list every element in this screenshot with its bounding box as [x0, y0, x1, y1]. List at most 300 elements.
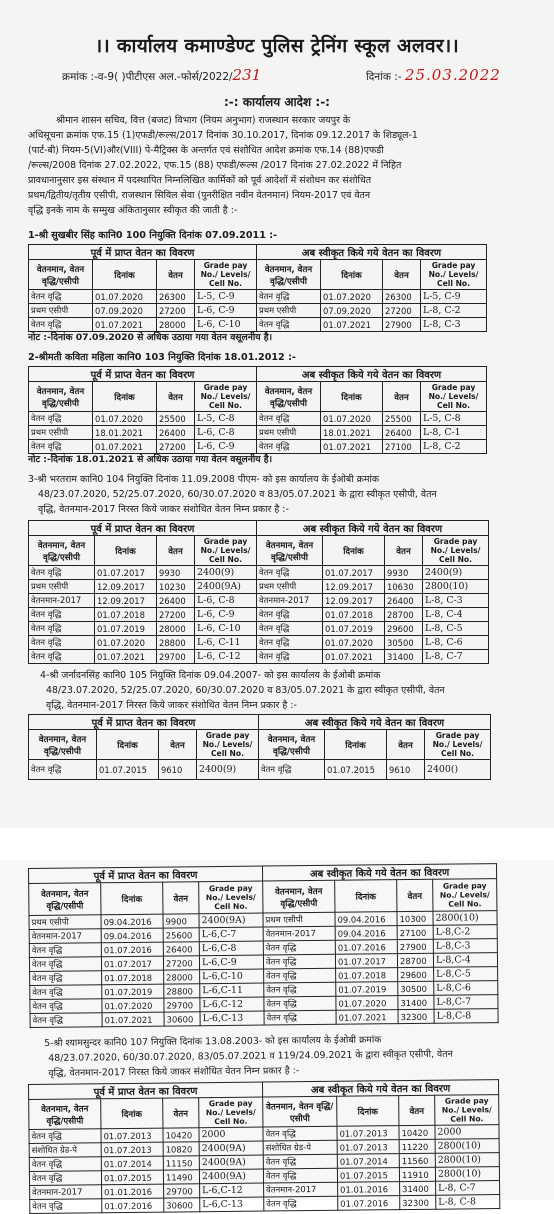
new-pay-cell: 25500 [383, 412, 421, 426]
new-scale-cell: प्रथम एसीपी [257, 426, 321, 440]
prev-scale-cell: वेतन वृद्धि [29, 412, 93, 426]
new-date-cell: 01.07.2020 [321, 412, 383, 426]
col-date-header: दिनांक [321, 260, 383, 290]
date-label: दिनांक :- [366, 71, 402, 83]
col-grade-header: Grade pay No./ Levels/ Cell No. [433, 879, 497, 912]
new-pay-cell: 32300 [398, 1009, 434, 1023]
reference-prefix: क्रमांक :-व-9( )पीटीएस अल.-फोर्स/2022/ [62, 71, 233, 83]
prev-scale-cell: वेतन वृद्धि [29, 760, 97, 780]
prev-pay-cell: 11490 [163, 1170, 199, 1184]
new-scale-cell: वेतन वृद्धि [259, 760, 325, 780]
col-pay-header: वेतन [163, 882, 199, 914]
order-date [366, 66, 501, 84]
section-4-table [28, 714, 491, 780]
prev-scale-cell: वेतन वृद्धि [29, 566, 95, 580]
new-scale-cell: वेतन वृद्धि [264, 1196, 338, 1211]
prev-pay-header: पूर्व में प्राप्त वेतन का विवरण [29, 367, 257, 382]
col-pay-header: वेतन [159, 730, 197, 760]
new-scale-cell: प्रथम एसीपी [263, 912, 335, 927]
new-date-cell: 01.07.2018 [336, 968, 398, 983]
new-scale-cell: वेतन वृद्धि [257, 608, 323, 622]
new-pay-header: अब स्वीकृत किये गये वेतन का विवरण [259, 715, 491, 730]
section-3-title-line: 3-श्री भरतराम कानि0 104 नियुक्ति दिनांक 11.09.2008 पीएम- को इस कार्यालय के ईओबी क्रमांक [28, 474, 380, 485]
new-scale-cell: वेतन वृद्धि [257, 636, 323, 650]
intro-line: /रूल्स/2008 दिनांक 27.02.2022, एफ.15 (88) एफडी/रूल्स /2017 दिनांक 27.02.2022 में निहित [28, 160, 402, 171]
section-4-title-line: 48/23.07.2020, 52/25.07.2020, 60/30.07.2020 व 83/05.07.2021 के द्वारा स्वीकृत एसीपी, वेतन [46, 685, 445, 696]
new-scale-cell: वेतन वृद्धि [264, 968, 336, 983]
prev-pay-cell: 27200 [163, 956, 199, 970]
prev-grade-cell: L-6, C-9 [195, 304, 257, 318]
new-pay-cell: 32300 [400, 1195, 436, 1209]
section-2-table [28, 366, 487, 454]
new-grade-cell: L-8,C-7 [434, 995, 498, 1010]
new-date-cell: 07.09.2020 [321, 304, 383, 318]
section-1-title: 1-श्री सुखबीर सिंह कानि0 100 नियुक्ति दिनांक 07.09.2011 :- [28, 230, 278, 241]
col-grade-header: Grade pay No./ Levels/ Cell No. [425, 730, 491, 760]
col-date-header: दिनांक [101, 1098, 163, 1129]
table-row [29, 636, 489, 650]
col-date-header: दिनांक [95, 536, 157, 566]
prev-date-cell: 01.07.2013 [101, 1142, 163, 1157]
col-date-header: दिनांक [97, 730, 159, 760]
prev-pay-cell: 26400 [163, 942, 199, 956]
new-date-cell: 01.07.2013 [337, 1140, 399, 1155]
prev-scale-cell: वेतन वृद्धि [29, 622, 95, 636]
prev-scale-cell: वेतन वृद्धि [30, 1013, 102, 1028]
new-pay-cell: 9610 [387, 760, 425, 780]
table-row [29, 608, 489, 622]
col-grade-header: Grade pay No./ Levels/ Cell No. [195, 382, 257, 412]
section-4-continued-table [28, 863, 499, 1028]
new-pay-cell: 27200 [383, 304, 421, 318]
new-date-cell: 12.09.2017 [323, 594, 385, 608]
prev-grade-cell: L-6,C-7 [199, 927, 263, 942]
prev-pay-cell: 29700 [164, 998, 200, 1012]
new-scale-cell: संशोधित ग्रेड-पे [263, 1140, 337, 1155]
col-scale-header: वेतनमान, वेतन वृद्धि/एसीपी [29, 730, 97, 760]
new-pay-cell: 27100 [383, 440, 421, 454]
table-row [29, 290, 487, 304]
table-row [29, 622, 489, 636]
new-pay-cell: 27900 [397, 939, 433, 953]
prev-pay-cell: 9900 [163, 914, 199, 928]
prev-pay-cell: 25600 [163, 928, 199, 942]
prev-scale-cell: वेतन वृद्धि [30, 999, 102, 1014]
prev-scale-cell: प्रथम एसीपी [29, 915, 101, 930]
new-grade-cell: L-8, C-7 [436, 1181, 500, 1196]
new-date-cell: 01.07.2016 [335, 940, 397, 955]
prev-date-cell: 09.04.2016 [101, 928, 163, 943]
new-pay-cell: 11910 [399, 1167, 435, 1181]
table-row [29, 426, 487, 440]
new-date-cell: 01.01.2016 [338, 1182, 400, 1197]
prev-pay-cell: 30600 [164, 1198, 200, 1212]
new-grade-cell: L-8,C-3 [433, 939, 497, 954]
prev-pay-cell: 28800 [157, 636, 195, 650]
prev-grade-cell: L-6, C-12 [195, 650, 257, 664]
new-pay-header: अब स्वीकृत किये गये वेतन का विवरण [257, 521, 489, 536]
prev-grade-cell: L-6, C-8 [195, 594, 257, 608]
prev-date-cell: 09.04.2016 [101, 914, 163, 929]
prev-grade-cell: L-6,C-8 [199, 941, 263, 956]
prev-pay-cell: 9610 [159, 760, 197, 780]
table-row [29, 412, 487, 426]
prev-pay-cell: 29700 [157, 650, 195, 664]
col-date-header: दिनांक [93, 260, 157, 290]
prev-date-cell: 01.07.2017 [101, 956, 163, 971]
prev-pay-cell: 10820 [163, 1142, 199, 1156]
table-row [29, 760, 491, 780]
prev-grade-cell: 2400(9A) [199, 1155, 263, 1170]
new-grade-cell: 2800(10) [423, 580, 489, 594]
new-pay-cell: 10300 [397, 911, 433, 925]
col-scale-header: वेतनमान, वेतन वृद्धि/एसीपी [263, 1096, 337, 1127]
col-pay-header: वेतन [387, 730, 425, 760]
col-scale-header: वेतनमान, वेतन वृद्धि/एसीपी [263, 880, 335, 913]
new-date-cell: 01.07.2020 [323, 636, 385, 650]
prev-pay-cell: 27200 [157, 440, 195, 454]
prev-date-cell: 01.07.2017 [95, 566, 157, 580]
col-scale-header: वेतनमान, वेतन वृद्धि/एसीपी [257, 536, 323, 566]
prev-scale-cell: वेतन वृद्धि [29, 1129, 101, 1144]
section-3-table [28, 520, 489, 664]
prev-pay-cell: 10230 [157, 580, 195, 594]
col-pay-header: वेतन [397, 879, 433, 911]
new-pay-cell: 31400 [385, 650, 423, 664]
col-date-header: दिनांक [337, 1096, 399, 1127]
new-grade-cell: L-8, C-7 [423, 650, 489, 664]
prev-grade-cell: 2400(9A) [195, 580, 257, 594]
new-date-cell: 01.07.2019 [336, 982, 398, 997]
prev-pay-header: पूर्व में प्राप्त वेतन का विवरण [29, 245, 257, 260]
new-grade-cell: L-8, C-2 [421, 440, 487, 454]
col-pay-header: वेतन [157, 382, 195, 412]
prev-scale-cell: वेतन वृद्धि [29, 1171, 101, 1186]
new-pay-cell: 10420 [399, 1125, 435, 1139]
prev-grade-cell: L-6,C-13 [200, 1197, 264, 1212]
prev-grade-cell: L-6, C-10 [195, 622, 257, 636]
prev-date-cell: 01.07.2020 [93, 412, 157, 426]
col-grade-header: Grade pay No./ Levels/ Cell No. [197, 730, 259, 760]
date-value-handwritten: 25.03.2022 [404, 66, 501, 84]
prev-pay-cell: 28000 [164, 970, 200, 984]
prev-date-cell: 01.07.2021 [93, 318, 157, 332]
prev-date-cell: 01.07.2020 [102, 998, 164, 1013]
section-3-title [28, 472, 498, 517]
col-date-header: दिनांक [325, 730, 387, 760]
prev-grade-cell: L-6, C-10 [195, 318, 257, 332]
new-grade-cell: 2800(10) [433, 911, 497, 926]
new-scale-cell: प्रथम एसीपी [257, 304, 321, 318]
section-4-title-line: वृद्धि, वेतनमान-2017 निरस्त किये जाकर संशोधित वेतन निम्न प्रकार है :- [46, 700, 297, 711]
prev-scale-cell: वेतन वृद्धि [30, 1199, 102, 1214]
new-pay-cell: 28700 [385, 608, 423, 622]
col-date-header: दिनांक [93, 382, 157, 412]
section-3-title-line: 48/23.07.2020, 52/25.07.2020, 60/30.07.2020 व 83/05.07.2021 के द्वारा स्वीकृत एसीपी, वेतन [38, 489, 437, 500]
prev-grade-cell: 2000 [199, 1127, 263, 1142]
table-row [29, 304, 487, 318]
new-grade-cell: L-8,C-2 [433, 925, 497, 940]
new-grade-cell: L-8,C-8 [434, 1009, 498, 1024]
prev-date-cell: 07.09.2020 [93, 304, 157, 318]
prev-grade-cell: L-6,C-10 [200, 969, 264, 984]
prev-grade-cell: 2400(9A) [199, 913, 263, 928]
new-date-cell: 01.07.2017 [335, 954, 397, 969]
section-5-title-line: 5-श्री श्यामसुन्दर कानि0 107 नियुक्ति दिनांक 13.08.2003- को इस कार्यालय के ईओबी क्रमांक [44, 1034, 382, 1049]
new-grade-cell: 2000 [435, 1125, 499, 1140]
new-grade-cell: L-8, C-1 [421, 426, 487, 440]
section-3-title-line: वृद्धि, वेतनमान-2017 निरस्त किये जाकर संशोधित वेतन निम्न प्रकार है :- [38, 504, 289, 515]
new-scale-cell: वेतन वृद्धि [257, 622, 323, 636]
section-1-table [28, 244, 487, 332]
new-scale-cell: वेतन वृद्धि [257, 440, 321, 454]
new-scale-cell: वेतनमान-2017 [263, 926, 335, 941]
prev-pay-cell: 25500 [157, 412, 195, 426]
col-scale-header: वेतनमान, वेतन वृद्धि/एसीपी [257, 382, 321, 412]
prev-grade-cell: 2400(9A) [199, 1141, 263, 1156]
col-scale-header: वेतनमान, वेतन वृद्धि/एसीपी [259, 730, 325, 760]
new-grade-cell: L-5, C-8 [421, 412, 487, 426]
new-pay-cell: 26300 [383, 290, 421, 304]
prev-scale-cell: वेतन वृद्धि [30, 985, 102, 1000]
intro-line: वृद्धि इनके नाम के सम्मुख अंकितानुसार स्वीकृत की जाती है :- [28, 205, 238, 216]
page-gap [0, 828, 554, 860]
prev-scale-cell: वेतन वृद्धि [29, 957, 101, 972]
col-date-header: दिनांक [321, 382, 383, 412]
section-5-title-line: 48/23.07.2020, 60/30.07.2020, 83/05.07.2021 व 119/24.09.2021 के द्वारा स्वीकृत एसीपी, वेतन [48, 1048, 453, 1064]
prev-scale-cell: वेतन वृद्धि [29, 318, 93, 332]
intro-paragraph [28, 113, 528, 218]
section-4-title-line: 4-श्री जर्नादनसिंह कानि0 105 नियुक्ति दिनांक 09.04.2007- को इस कार्यालय के ईओबी क्रमांक [40, 670, 381, 681]
prev-pay-cell: 26400 [157, 426, 195, 440]
new-pay-cell: 26400 [385, 594, 423, 608]
prev-date-cell: 01.07.2021 [93, 440, 157, 454]
prev-grade-cell: L-5, C-9 [195, 290, 257, 304]
prev-grade-cell: L-6,C-12 [200, 997, 264, 1012]
new-grade-cell: L-8,C-5 [434, 967, 498, 982]
new-scale-cell: वेतन वृद्धि [257, 650, 323, 664]
new-date-cell: 01.07.2015 [337, 1168, 399, 1183]
section-1-note: नोट :-दिनांक 07.09.2020 से अधिक उठाया गया वेतन वसूलनीय है। [28, 332, 273, 343]
new-grade-cell: 2400(9) [423, 566, 489, 580]
new-pay-cell: 26400 [383, 426, 421, 440]
new-date-cell: 01.07.2021 [323, 650, 385, 664]
prev-scale-cell: वेतनमान-2017 [29, 929, 101, 944]
prev-pay-cell: 30600 [164, 1012, 200, 1026]
new-date-cell: 01.07.2017 [323, 566, 385, 580]
new-date-cell: 09.04.2016 [335, 926, 397, 941]
section-2-title: 2-श्रीमती कविता महिला कानि0 103 नियुक्ति दिनांक 18.01.2012 :- [28, 352, 296, 363]
new-grade-cell: 2800(10) [435, 1139, 499, 1154]
new-grade-cell: L-8,C-6 [434, 981, 498, 996]
new-pay-header: अब स्वीकृत किये गये वेतन का विवरण [262, 1080, 498, 1097]
new-date-cell: 18.01.2021 [321, 426, 383, 440]
new-pay-cell: 31400 [400, 1181, 436, 1195]
table-row [29, 566, 489, 580]
new-date-cell: 01.07.2019 [323, 622, 385, 636]
prev-grade-cell: L-6,C-9 [199, 955, 263, 970]
new-grade-cell: L-8, C-8 [436, 1195, 500, 1210]
prev-pay-cell: 28000 [157, 318, 195, 332]
section-5-title-line: वृद्धि, वेतनमान-2017 निरस्त किये जाकर संशोधित वेतन निम्न प्रकार है :- [48, 1065, 300, 1079]
prev-date-cell: 01.07.2016 [102, 1198, 164, 1213]
prev-date-cell: 18.01.2021 [93, 426, 157, 440]
prev-grade-cell: 2400(9) [197, 760, 259, 780]
new-date-cell: 01.07.2020 [321, 290, 383, 304]
prev-date-cell: 01.07.2021 [95, 650, 157, 664]
col-grade-header: Grade pay No./ Levels/ Cell No. [423, 536, 489, 566]
col-pay-header: वेतन [383, 260, 421, 290]
col-grade-header: Grade pay No./ Levels/ Cell No. [421, 260, 487, 290]
prev-pay-cell: 10420 [163, 1128, 199, 1142]
new-date-cell: 01.07.2021 [336, 1010, 398, 1025]
new-scale-cell: वेतनमान-2017 [264, 1182, 338, 1197]
prev-scale-cell: वेतन वृद्धि [30, 971, 102, 986]
prev-date-cell: 01.07.2016 [101, 942, 163, 957]
new-date-cell: 01.07.2018 [323, 608, 385, 622]
new-grade-cell: L-8, C-6 [423, 636, 489, 650]
new-pay-cell: 30500 [398, 981, 434, 995]
prev-date-cell: 01.07.2021 [102, 1012, 164, 1027]
new-grade-cell: L-8, C-5 [423, 622, 489, 636]
col-grade-header: Grade pay No./ Levels/ Cell No. [421, 382, 487, 412]
prev-date-cell: 01.07.2013 [101, 1128, 163, 1143]
prev-pay-cell: 29700 [164, 1184, 200, 1198]
prev-scale-cell: वेतन वृद्धि [29, 608, 95, 622]
prev-grade-cell: L-6, C-11 [195, 636, 257, 650]
prev-scale-cell: संशोधित ग्रेड-पे [29, 1143, 101, 1158]
prev-scale-cell: वेतन वृद्धि [29, 943, 101, 958]
intro-line: अधिसूचना क्रमांक एफ.15 (1)एफडी/रूल्स/2017 दिनांक 30.10.2017, दिनांक 09.12.2017 के शिड्यूल-1 [28, 130, 418, 141]
new-pay-cell: 30500 [385, 636, 423, 650]
document-page-2 [0, 860, 554, 1211]
prev-grade-cell: 2400(9A) [199, 1169, 263, 1184]
section-2-note: नोट :-दिनांक 18.01.2021 से अधिक उठाया गया वेतन वसूलनीय है। [28, 454, 273, 465]
prev-scale-cell: वेतन वृद्धि [29, 1157, 101, 1172]
col-pay-header: वेतन [385, 536, 423, 566]
prev-pay-cell: 9930 [157, 566, 195, 580]
col-pay-header: वेतन [383, 382, 421, 412]
new-scale-cell: वेतन वृद्धि [257, 318, 321, 332]
prev-pay-cell: 28800 [164, 984, 200, 998]
new-pay-header: अब स्वीकृत किये गये वेतन का विवरण [257, 245, 487, 260]
new-grade-cell: L-8, C-2 [421, 304, 487, 318]
col-scale-header: वेतनमान, वेतन वृद्धि/एसीपी [29, 536, 95, 566]
new-pay-cell: 29600 [398, 967, 434, 981]
prev-pay-cell: 28000 [157, 622, 195, 636]
prev-scale-cell: वेतन वृद्धि [29, 636, 95, 650]
intro-line: (पार्ट-बी) नियम-5(VI)और(VIII) पे-मैट्रिक्स के अन्तर्गत एवं संशोधित आदेश क्रमांक एफ.14 (88)एफडी [28, 145, 384, 156]
new-pay-cell: 27100 [397, 925, 433, 939]
new-grade-cell: L-8,C-4 [433, 953, 497, 968]
new-scale-cell: वेतन वृद्धि [263, 940, 335, 955]
col-grade-header: Grade pay No./ Levels/ Cell No. [199, 1097, 263, 1128]
new-pay-header: अब स्वीकृत किये गये वेतन का विवरण [257, 367, 487, 382]
new-date-cell: 01.07.2021 [321, 318, 383, 332]
prev-scale-cell: प्रथम एसीपी [29, 426, 93, 440]
col-pay-header: वेतन [157, 260, 195, 290]
new-scale-cell: वेतन वृद्धि [264, 1010, 336, 1025]
prev-grade-cell: L-6,C-12 [200, 1183, 264, 1198]
prev-date-cell: 01.01.2016 [102, 1184, 164, 1199]
new-pay-cell: 29600 [385, 622, 423, 636]
reference-number-handwritten: 231 [232, 66, 262, 84]
prev-scale-cell: वेतनमान-2017 [30, 1185, 102, 1200]
col-scale-header: वेतनमान, वेतन वृद्धि/एसीपी [29, 382, 93, 412]
new-scale-cell: वेतन वृद्धि [263, 1126, 337, 1141]
new-grade-cell: 2800(10) [435, 1167, 499, 1182]
prev-date-cell: 01.07.2018 [102, 970, 164, 985]
prev-date-cell: 01.07.2020 [93, 290, 157, 304]
new-date-cell: 01.07.2014 [337, 1154, 399, 1169]
new-scale-cell: वेतनमान-2017 [257, 594, 323, 608]
col-scale-header: वेतनमान, वेतन वृद्धि/एसीपी [29, 1099, 101, 1130]
order-title: :-: कार्यालय आदेश :-: [224, 95, 330, 109]
prev-date-cell: 01.07.2019 [95, 622, 157, 636]
prev-scale-cell: वेतन वृद्धि [29, 440, 93, 454]
new-date-cell: 09.04.2016 [335, 912, 397, 927]
intro-line: प्रथम/द्वितीय/तृतीय एसीपी, राजस्थान सिविल सेवा (पुनरीक्षित नवीन वेतनमान) नियम-2017 एवं वेतन [28, 190, 371, 201]
prev-grade-cell: L-6,C-13 [200, 1011, 264, 1026]
col-date-header: दिनांक [323, 536, 385, 566]
prev-date-cell: 01.07.2014 [101, 1156, 163, 1171]
table-row [29, 594, 489, 608]
col-grade-header: Grade pay No./ Levels/ Cell No. [435, 1095, 499, 1126]
prev-date-cell: 01.07.2015 [97, 760, 159, 780]
col-grade-header: Grade pay No./ Levels/ Cell No. [195, 536, 257, 566]
prev-pay-cell: 27200 [157, 608, 195, 622]
col-pay-header: वेतन [163, 1098, 199, 1128]
prev-date-cell: 01.07.2019 [102, 984, 164, 999]
new-scale-cell: वेतन वृद्धि [257, 290, 321, 304]
prev-scale-cell: प्रथम एसीपी [29, 580, 95, 594]
col-scale-header: वेतनमान, वेतन वृद्धि/एसीपी [29, 883, 101, 916]
prev-grade-cell: L-6, C-8 [195, 426, 257, 440]
prev-date-cell: 12.09.2017 [95, 580, 157, 594]
new-pay-cell: 28700 [397, 953, 433, 967]
new-grade-cell: L-8, C-3 [421, 318, 487, 332]
prev-date-cell: 01.07.2018 [95, 608, 157, 622]
col-scale-header: वेतनमान, वेतन वृद्धि/एसीपी [257, 260, 321, 290]
table-row [29, 580, 489, 594]
office-header-title: ।। कार्यालय कमाण्डेण्ट पुलिस ट्रेनिंग स्कूल अलवर।। [95, 35, 459, 57]
prev-scale-cell: वेतनमान-2017 [29, 594, 95, 608]
prev-pay-header: पूर्व में प्राप्त वेतन का विवरण [29, 715, 259, 730]
new-date-cell: 01.07.2020 [336, 996, 398, 1011]
reference-number [62, 66, 261, 84]
new-grade-cell: L-5, C-9 [421, 290, 487, 304]
new-grade-cell: 2400() [425, 760, 491, 780]
new-pay-cell: 31400 [398, 995, 434, 1009]
prev-pay-cell: 26300 [157, 290, 195, 304]
new-scale-cell: वेतन वृद्धि [263, 954, 335, 969]
section-4-title [40, 668, 510, 713]
new-pay-header: अब स्वीकृत किये गये वेतन का विवरण [262, 864, 496, 881]
col-grade-header: Grade pay No./ Levels/ Cell No. [199, 881, 263, 914]
col-grade-header: Grade pay No./ Levels/ Cell No. [195, 260, 257, 290]
new-scale-cell: वेतन वृद्धि [264, 996, 336, 1011]
new-scale-cell: वेतन वृद्धि [264, 982, 336, 997]
prev-pay-cell: 27200 [157, 304, 195, 318]
prev-scale-cell: प्रथम एसीपी [29, 304, 93, 318]
prev-pay-header: पूर्व में प्राप्त वेतन का विवरण [29, 1082, 263, 1099]
prev-date-cell: 12.09.2017 [95, 594, 157, 608]
prev-grade-cell: 2400(9) [195, 566, 257, 580]
col-date-header: दिनांक [335, 880, 397, 913]
prev-scale-cell: वेतन वृद्धि [29, 290, 93, 304]
prev-pay-cell: 26400 [157, 594, 195, 608]
prev-pay-cell: 11150 [163, 1156, 199, 1170]
